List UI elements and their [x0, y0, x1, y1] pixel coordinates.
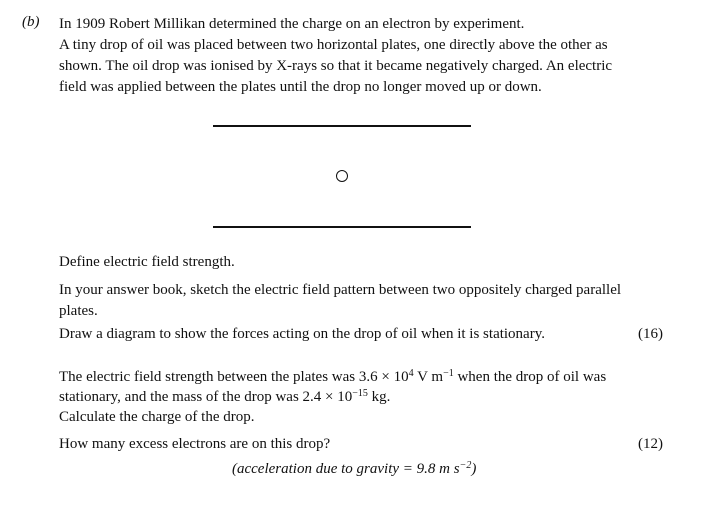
marks-16: (16) — [638, 326, 663, 342]
intro-line: shown. The oil drop was ionised by X-rays so that it became negatively charged. An electric — [59, 58, 613, 74]
sketch-line: plates. — [59, 303, 98, 319]
oil-drop — [336, 170, 348, 182]
sketch-task — [59, 280, 621, 322]
field-strength-line: The electric field strength between the plates was $3.6 \times 10^4$ V $m^{-1}$ when the drop of oil was — [59, 368, 607, 385]
top-plate — [213, 125, 471, 127]
intro-line: field was applied between the plates until the drop no longer moved up or down. — [59, 79, 542, 95]
intro-line: In 1909 Robert Millikan determined the charge on an electron by experiment. — [59, 16, 525, 32]
sketch-line: In your answer book, sketch the electric field pattern between two oppositely charged parallel — [59, 282, 622, 298]
gravity-note: (acceleration due to gravity = 9.8 m $s^{-2}$) — [232, 460, 477, 477]
marks-12: (12) — [638, 436, 663, 452]
intro-paragraph — [59, 14, 612, 98]
define-task: Define electric field strength. — [59, 254, 235, 270]
part-label: (b) — [22, 14, 40, 30]
calc-task: Calculate the charge of the drop. — [59, 409, 255, 425]
mass-line: stationary, and the mass of the drop was $2.4 \times 10^{-15}$ kg. — [59, 388, 391, 405]
draw-task: Draw a diagram to show the forces acting on the drop of oil when it is stationary. — [59, 326, 545, 342]
electrons-task: How many excess electrons are on this drop? — [59, 436, 331, 452]
bottom-plate — [213, 226, 471, 228]
intro-line: A tiny drop of oil was placed between two horizontal plates, one directly above the other as — [59, 37, 608, 53]
